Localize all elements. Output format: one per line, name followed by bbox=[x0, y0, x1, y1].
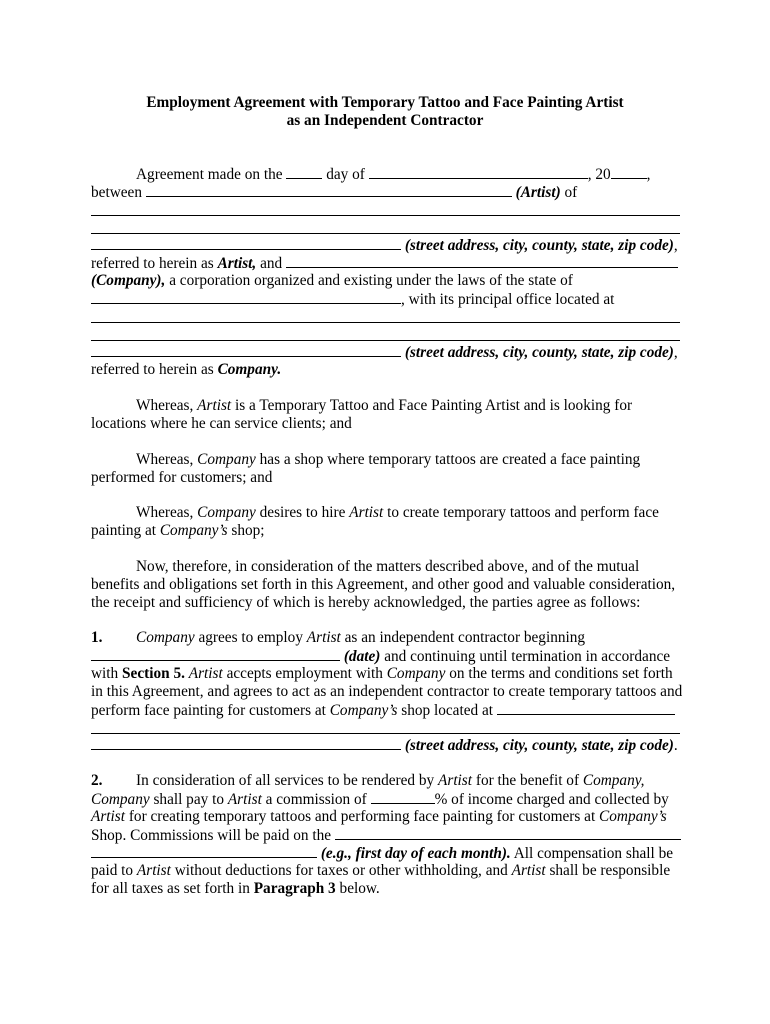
section-2-line-1: 2. In consideration of all services to be rendered by Artist for the benefit of Company, bbox=[91, 772, 645, 789]
shop-address-blank-3[interactable] bbox=[91, 736, 401, 750]
company-address-line-3: (street address, city, county, state, zip code), bbox=[91, 343, 678, 362]
year-blank[interactable] bbox=[611, 165, 647, 179]
day-blank[interactable] bbox=[286, 165, 322, 179]
commission-percent-blank[interactable] bbox=[371, 790, 435, 804]
section-2-line-6: paid to Artist without deductions for taxes or other withholding, and Artist shall be responsible bbox=[91, 862, 671, 879]
shop-address-line-2[interactable] bbox=[91, 733, 680, 734]
section-1-line-3: with Section 5. Artist accepts employment with Company on the terms and conditions set forth bbox=[91, 665, 673, 682]
agreement-date-line: Agreement made on the day of , 20 , bbox=[136, 166, 651, 183]
shop-address-blank-1[interactable] bbox=[497, 701, 675, 715]
now-therefore-line-1: Now, therefore, in consideration of the matters described above, and of the mutual bbox=[136, 558, 640, 575]
state-line: , with its principal office located at bbox=[91, 290, 614, 309]
month-blank[interactable] bbox=[369, 165, 588, 179]
company-address-line-1[interactable] bbox=[91, 322, 680, 323]
recital-2-cont: performed for customers; and bbox=[91, 469, 273, 486]
payment-schedule-blank-1[interactable] bbox=[335, 826, 681, 840]
document-subtitle: as an Independent Contractor bbox=[286, 112, 484, 129]
referred-artist-line: referred to herein as Artist, and bbox=[91, 254, 678, 273]
now-therefore-line-2: benefits and obligations set forth in this Agreement, and other good and valuable consideration, bbox=[91, 576, 676, 593]
section-1-number: 1. bbox=[91, 629, 103, 646]
artist-address-line-3: (street address, city, county, state, zip code), bbox=[91, 236, 678, 255]
artist-address-line-1[interactable] bbox=[91, 215, 680, 216]
artist-name-blank[interactable] bbox=[146, 183, 512, 197]
referred-company-line: referred to herein as Company. bbox=[91, 361, 282, 378]
now-therefore-line-3: the receipt and sufficiency of which is hereby acknowledged, the parties agree as follows: bbox=[91, 594, 641, 611]
company-address-blank[interactable] bbox=[91, 343, 401, 357]
section-2-number: 2. bbox=[91, 772, 103, 789]
section-2-line-4: Shop. Commissions will be paid on the bbox=[91, 826, 681, 845]
company-name-blank[interactable] bbox=[286, 254, 678, 268]
start-date-blank[interactable] bbox=[91, 647, 340, 661]
section-1-line-7: (street address, city, county, state, zip code). bbox=[91, 736, 678, 755]
section-2-line-2: Company shall pay to Artist a commission of % of income charged and collected by bbox=[91, 791, 669, 808]
document-title: Employment Agreement with Temporary Tattoo and Face Painting Artist bbox=[146, 94, 624, 111]
payment-schedule-blank-2[interactable] bbox=[91, 844, 317, 858]
section-2-line-5: (e.g., first day of each month). All compensation shall be bbox=[91, 844, 673, 863]
artist-address-line-2[interactable] bbox=[91, 233, 680, 234]
between-line: between (Artist) of bbox=[91, 184, 578, 201]
state-blank[interactable] bbox=[91, 290, 401, 304]
section-2-line-7: for all taxes as set forth in Paragraph 3 below. bbox=[91, 880, 380, 897]
company-corp-line: (Company), a corporation organized and existing under the laws of the state of bbox=[91, 272, 573, 289]
section-1-line-5: perform face painting for customers at Company’s shop located at bbox=[91, 701, 675, 720]
section-1-line-4: in this Agreement, and agrees to act as an independent contractor to create temporary tattoos and bbox=[91, 683, 683, 700]
recital-3: Whereas, Company desires to hire Artist to create temporary tattoos and perform face bbox=[136, 504, 659, 521]
company-address-line-2[interactable] bbox=[91, 340, 680, 341]
recital-2: Whereas, Company has a shop where temporary tattoos are created a face painting bbox=[136, 451, 641, 468]
section-2-line-3: Artist for creating temporary tattoos and performing face painting for customers at Company’s bbox=[91, 808, 667, 825]
section-1-line-2: (date) and continuing until termination in accordance bbox=[91, 647, 670, 666]
recital-1-cont: locations where he can service clients; and bbox=[91, 415, 352, 432]
artist-address-blank[interactable] bbox=[91, 236, 401, 250]
recital-1: Whereas, Artist is a Temporary Tattoo and Face Painting Artist and is looking for bbox=[136, 397, 633, 414]
recital-3-cont: painting at Company’s shop; bbox=[91, 522, 265, 539]
section-1-line-1: 1. Company agrees to employ Artist as an independent contractor beginning bbox=[91, 629, 586, 646]
